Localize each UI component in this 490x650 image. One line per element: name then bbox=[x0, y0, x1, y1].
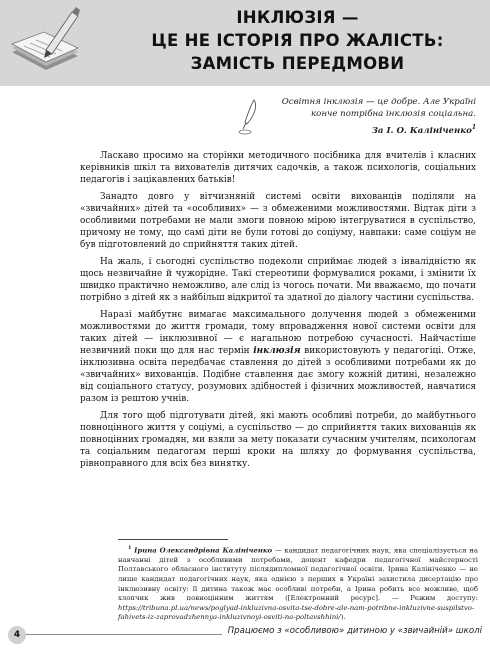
footnote-divider bbox=[118, 539, 228, 540]
paragraph-3: На жаль, і сьогодні суспільство подеколи сприймає людей з інвалідністю як щось незвичайне й чужорідне. Такі стереотипи формувалися роками, і змінити їх швидко практично неможливо, але слід із чогось почати. Ми вважаємо, що почати потрібно з дітей як з найбільш відкритої та здатної до діалогу частини суспільства. bbox=[80, 256, 476, 304]
footnote-url-link[interactable]: https://tribuna.pl.ua/news/poglyad-inkluzivna-osvita-tse-dobre-ale-nam-potribne-inkluzivne-suspilstvo-fahivets-iz-zaprovadzhennya-inkluzivnoyi-osviti-na-poltavshhini/ bbox=[118, 603, 475, 622]
epigraph bbox=[262, 96, 476, 137]
footnote-end: ). bbox=[340, 613, 346, 622]
epigraph-line-2: конче потрібна інклюзія соціальна. bbox=[311, 109, 476, 119]
quill-pen-icon bbox=[238, 98, 260, 136]
paragraph-5: Для того щоб підготувати дітей, які мають особливі потреби, до майбутнього повноцінного життя у соціумі, а суспільство — до сприйняття таких вихованців як повноцінних громадян, ми взяли за мету показати сучасним учителям, психологам та соціальним педагогам перші кроки на шляху до формування суспільства, рівноправного для всіх без винятку. bbox=[80, 410, 476, 470]
term-inclusion: інклюзія bbox=[253, 345, 301, 356]
paragraph-2: Занадто довго у вітчизняній системі освіти вихованців поділяли на «звичайних» дітей та «особливих» — з обмеженими можливостями. Відтак діти з особливими потребами не мали змоги повною мірою інтегруватися в суспільство, причому не тому, що самі діти не були готові до соціуму, навпаки: саме соціум не був підготовлений до сприйняття таких дітей. bbox=[80, 191, 476, 251]
footnote-reference[interactable]: 1 bbox=[471, 124, 476, 131]
title-line-1: ІНКЛЮЗІЯ — bbox=[236, 8, 359, 27]
paragraph-1: Ласкаво просимо на сторінки методичного посібника для вчителів і класних керівників шкіл та вихователів дитячих садочків, а також психологів, соціальних педагогів і зацікавлених батьків! bbox=[80, 151, 476, 186]
epigraph-author bbox=[262, 122, 476, 137]
running-footer: Працюємо з «особливою» дитиною у «звичайній» школі bbox=[222, 625, 482, 637]
epigraph-line-1: Освітня інклюзія — це добре. Але Україні bbox=[281, 97, 476, 107]
page-number: 4 bbox=[8, 626, 26, 644]
paragraph-4-part-1: Наразі майбутнє вимагає максимального долучення людей з обмеженими можливостями до життя громади, тому впровадження нової системи освіти для таких дітей — інклюзивної — є нагальною потребою сучасності. Найчастіше незвичний поки що для нас термін bbox=[80, 309, 476, 356]
footnote-text: — кандидат педагогічних наук, яка спеціалізується на навчанні дітей з особливими потребами, доцент кафедри педагогічної майстерності Полтавського обласного інституту післядипломної педагогічної освіти. Ірина Калініченко — не лише кандидат педагогічних наук, яка однією з перших в Україні захистила дисертацію про інклюзивну освіту: її дитина також має особливі потреби, а Ірина робить все можливе, щоб хлопчик жив повноцінним життям ([Електронний ресурс]. — Режим доступу: bbox=[118, 546, 479, 603]
footnote-name: Ірина Олександрівна Калініченко bbox=[134, 546, 273, 555]
title-line-2: ЦЕ НЕ ІСТОРІЯ ПРО ЖАЛІСТЬ: bbox=[151, 31, 444, 50]
body-text bbox=[80, 150, 476, 475]
notepad-pencil-icon bbox=[6, 4, 84, 82]
paragraph-4 bbox=[80, 309, 476, 406]
footnote-mark: 1 bbox=[128, 545, 132, 551]
paragraph-4-part-2: використовують у педагогіці. Отже, інклюзивна освіта передбачає ставлення до дітей з особливими потребами як до «звичайних» вихованців. Подібне ставлення дає змогу кожній дитині, незалежно від соціального статусу, розумових здібностей і фізичних можливостей, навчатися разом із рештою учнів. bbox=[80, 345, 476, 405]
epigraph-author-name: За І. О. Калініченко bbox=[371, 125, 472, 136]
page-title bbox=[110, 6, 485, 75]
title-line-3: ЗАМІСТЬ ПЕРЕДМОВИ bbox=[190, 54, 405, 73]
footnote bbox=[118, 544, 478, 623]
